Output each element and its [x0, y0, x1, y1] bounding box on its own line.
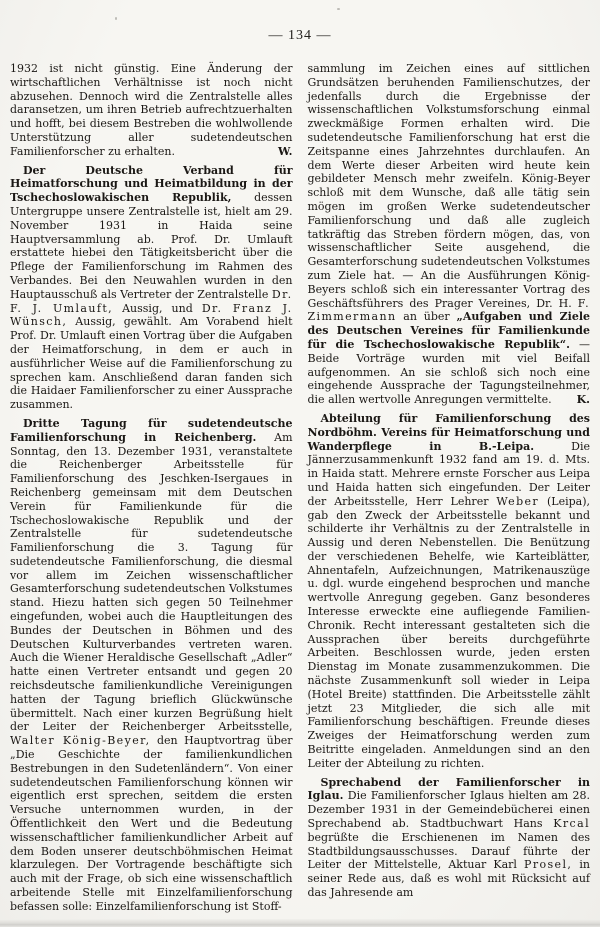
paragraph-text: Die Jännerzusammenkunft 1932 fand am 19. d. Mts. in Haida statt. Mehrere ernste Forscher aus Leipa und Haida hatten sich eingefunden. Der Leiter der Arbeitsstelle, Herr Lehrer	[307, 439, 590, 508]
paragraph-lead: Dritte Tagung für sudetendeutsche Familienforschung in Reichenberg.	[10, 416, 293, 444]
lecture-title: „Aufgaben und Ziele des Deutschen Vereines für Familienkunde für die Tschechoslowakische Republik“.	[307, 310, 591, 351]
page-number: — 134 —	[268, 28, 332, 43]
paragraph-text: (Leipa), gab den Zweck der Arbeitsstelle bekannt und schilderte ihr Verhältnis zu der Zentralstelle in Aussig und deren Nebenstellen. Die Benützung der verschiedenen Behelfe, wie Karteiblätter, Ahnentafeln, Aufzeichnungen, Matrikenauszüge u. dgl. wurde eingehend besprochen und manche wertvolle Anregung gegeben. Ganz besonderes Interesse erweckte eine aufliegende Familien-Chronik. Recht interessant gestalteten sich die Aussprachen über bereits durchgeführte Arbeiten. Beschlossen wurde, jeden ersten Dienstag im Monate zusammenzukommen. Die nächste Zusammenkunft soll wieder in Leipa (Hotel Breite) stattfinden. Die Arbeitsstelle zählt jetzt 23 Mitglieder, die sich alle mit Familienforschung beschäftigen. Freunde dieses Zweiges der Heimatforschung werden zum Beitritte eingeladen. Anmeldungen sind an den Leiter der Abteilung zu richten.	[307, 494, 590, 770]
paragraph-lead: Abteilung für Familienforschung des Nordböhm. Vereins für Heimatforschung und Wanderpflege in B.-Leipa.	[307, 411, 590, 453]
scan-speck	[115, 17, 117, 20]
paragraph-text: in seiner Rede aus, daß es wohl mit Rücksicht auf das Jahresende am	[307, 858, 590, 900]
right-column	[308, 62, 591, 914]
paragraph-text: sammlung im Zeichen eines auf sittlichen Grundsätzen beruhenden Familienschutzes, der jedenfalls durch die Ergebnisse der wissenschaftlichen Volkstumsforschung einmal zweckmäßige Formen erhalten wird. Die sudetendeutsche Familienforschung hat erst die Zeitspanne eines Jahrzehntes durchlaufen. An dem Werte dieser Arbeiten wird heute kein gebildeter Mensch mehr zweifeln. König-Beyer schloß mit dem Wunsche, daß alle tätig sein mögen im großen Werke sudetendeutscher Familienforschung und daß alle zugleich tatkräftig das Streben fördern mögen, das, von wissenschaftlicher Seite ausgehend, die Gesamterforschung sudetendeutschen Volkstumes zum Ziele hat. — An die Ausführungen König-Beyers schloß sich ein interessanter Vortrag des Geschäftsführers des Prager Vereines, Dr. H.	[307, 62, 590, 310]
paragraph-text: begrüßte die Erschienenen im Namen des Stadtbildungsausschusses. Darauf führte der Leiter der Mittelstelle, Aktuar Karl	[307, 830, 590, 872]
paragraph-continuation	[10, 62, 293, 159]
paragraph-text: Die Familienforscher Iglaus hielten am 28. Dezember 1931 in der Gemeindebücherei einen Sprechabend ab. Stadtbuchwart Hans	[307, 789, 590, 831]
paragraph-text: — Beide Vorträge wurden mit viel Beifall aufgenommen. An sie schloß sich noch eine eingehende Aussprache der Tagungsteilnehmer, die allen wertvolle Anregungen vermittelte.	[307, 337, 590, 407]
person-name: Dr. Franz J. Wünsch,	[10, 301, 293, 329]
left-column	[10, 62, 293, 914]
paragraph-lead: Der Deutsche Verband für Heimatforschung und Heimatbildung in der Tschechoslowakischen Republik,	[10, 163, 293, 205]
paragraph-text: dessen Untergruppe unsere Zentralstelle ist, hielt am 29. November 1931 in Haida seine Hauptversammlung ab. Prof. Dr. Umlauft erstattete hiebei den Tätigkeitsbericht über die Pflege der Familienforschung im Rahmen des Verbandes. Bei den Neuwahlen wurden in den Hauptausschuß als Vertreter der Zentralstelle	[10, 191, 293, 301]
paragraph-dritte-tagung	[10, 417, 293, 914]
person-name: Prosel,	[524, 858, 573, 872]
scan-speck	[337, 8, 340, 10]
paragraph-sprechabend-iglau	[308, 776, 591, 900]
person-name: Weber	[496, 494, 540, 508]
paragraph-text: 1932 ist nicht günstig. Eine Änderung der wirtschaftlichen Verhältnisse ist noch nicht abzusehen. Dennoch wird die Zentralstelle alles daransetzen, um ihren Betrieb aufrechtzuerhalten und hofft, bei diesem Bestreben die wohlwollende Unterstützung aller sudetendeutschen Familienforscher zu erhalten.	[10, 62, 293, 158]
paragraph-text: an über	[403, 310, 450, 324]
paragraph-lead: Sprechabend der Familienforscher in Iglau.	[307, 775, 590, 803]
paragraph-text: den Hauptvortrag über „Die Geschichte der familienkundlichen Bestrebungen in den Sudetenländern“. Von einer sudetendeutschen Familienforschung können wir eigentlich erst sprechen, seitdem die ersten Versuche unternommen wurden, in der Öffentlichkeit den Wert und die Bedeutung wissenschaftlicher familienkundlicher Arbeit auf dem Boden unserer deutschböhmischen Heimat klarzulegen. Der Vortragende beschäftigte sich auch mit der Frage, ob sich eine wissenschaftlich arbeitende Stelle mit Einzelfamilienforschung befassen solle: Einzelfamilienforschung ist Stoff-	[10, 734, 293, 913]
person-name: Krcal	[553, 817, 590, 831]
paragraph-text: Am Sonntag, den 13. Dezember 1931, veranstaltete die Reichenberger Arbeitsstelle für Familienforschung des Jeschken-Isergaues in Reichenberg gemeinsam mit dem Deutschen Verein für Familienkunde für die Tschechoslowakische Republik und der Zentralstelle für sudetendeutsche Familienforschung die 3. Tagung für sudetendeutsche Familienforschung, die diesmal vor allem im Zeichen wissenschaftlicher Gesamterforschung sudetendeutschen Volkstumes stand. Hiezu hatten sich gegen 50 Teilnehmer eingefunden, wobei auch die Hauptleitungen des Bundes der Deutschen in Böhmen und des Deutschen Kulturverbandes vertreten waren. Auch die Wiener Heraldische Gesellschaft „Adler“ hatte einen Vertreter entsandt und gegen 20 reichsdeutsche familienkundliche Vereinigungen hatten der Tagung brieflich Glückwünsche übermittelt. Nach einer kurzen Begrüßung hielt der Leiter der Reichenberger Arbeitsstelle,	[10, 430, 293, 734]
person-name: F. Zimmermann	[307, 296, 591, 324]
text-columns	[10, 62, 590, 914]
scan-bottom-edge	[0, 919, 600, 927]
paragraph-text: Aussig, gewählt. Am Vorabend hielt Prof. Dr. Umlauft einen Vortrag über die Aufgaben der Heimatforschung, in dem er auch in ausführlicher Weise auf die Familienforschung zu sprechen kam. Anschließend daran fanden sich die Haidaer Familienforscher zu einer Aussprache zusammen.	[10, 315, 293, 412]
paragraph-abteilung-leipa	[308, 412, 591, 771]
author-initial: W.	[278, 144, 293, 158]
paragraph-text: Aussig, und	[122, 301, 193, 315]
person-name: Dr. F. J. Umlauft,	[10, 287, 293, 315]
paragraph-verband-haida	[10, 164, 293, 412]
author-initial: K.	[576, 393, 590, 407]
paragraph-continuation	[308, 62, 591, 407]
person-name: Walter König-Beyer,	[10, 734, 151, 748]
